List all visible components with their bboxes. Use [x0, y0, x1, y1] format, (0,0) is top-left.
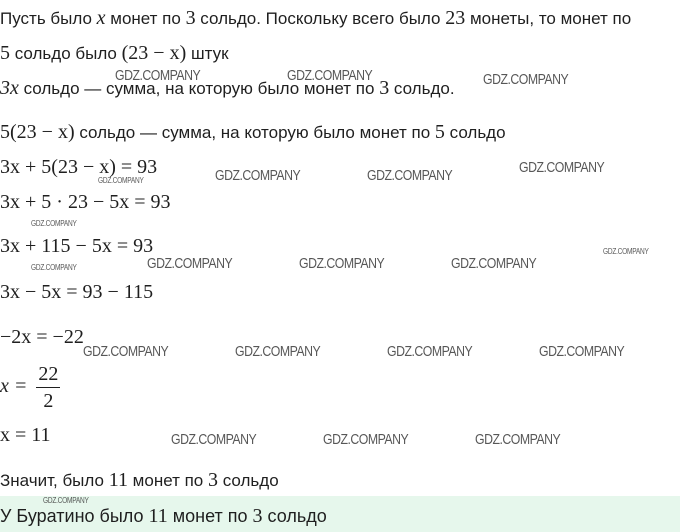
watermark: GDZ.COMPANY	[287, 67, 373, 84]
text: сольдо.	[389, 79, 455, 98]
text: монет по	[127, 471, 208, 490]
text: У Буратино было	[0, 506, 149, 526]
watermark: GDZ.COMPANY	[299, 255, 385, 272]
math-num: 11	[148, 505, 168, 527]
text: сольдо	[262, 506, 327, 526]
math-num: 5	[434, 121, 445, 143]
watermark: GDZ.COMPANY	[367, 167, 453, 184]
text: сольдо. Поскольку всего было	[195, 9, 446, 28]
equation-2: 3x + 5 · 23 − 5x = 93	[0, 191, 171, 213]
watermark-small: GDZ.COMPANY	[98, 176, 144, 185]
watermark: GDZ.COMPANY	[83, 343, 169, 360]
equation-3: 3x + 115 − 5x = 93	[0, 235, 154, 257]
math-num: 5	[0, 42, 10, 64]
watermark-small: GDZ.COMPANY	[43, 496, 89, 505]
watermark: GDZ.COMPANY	[235, 343, 321, 360]
math-var: x	[96, 7, 106, 29]
text-line-3	[0, 78, 455, 99]
watermark: GDZ.COMPANY	[475, 431, 561, 448]
conclusion-line	[0, 470, 279, 491]
watermark: GDZ.COMPANY	[519, 159, 605, 176]
watermark: GDZ.COMPANY	[451, 255, 537, 272]
watermark: GDZ.COMPANY	[147, 255, 233, 272]
watermark-small: GDZ.COMPANY	[31, 263, 77, 272]
math-lhs: x =	[0, 375, 28, 397]
math-expression: 3x	[0, 77, 19, 99]
watermark: GDZ.COMPANY	[323, 431, 409, 448]
text: монет по	[105, 9, 186, 28]
watermark-small: GDZ.COMPANY	[31, 219, 77, 228]
watermark: GDZ.COMPANY	[171, 431, 257, 448]
text-line-1	[0, 8, 631, 29]
math-num: 3	[252, 505, 263, 527]
text: сольдо было	[10, 44, 122, 63]
math-expression: (23 − x)	[121, 42, 187, 64]
watermark: GDZ.COMPANY	[483, 71, 569, 88]
watermark: GDZ.COMPANY	[387, 343, 473, 360]
text: штук	[186, 44, 229, 63]
text: сольдо	[218, 471, 279, 490]
equation-7: x = 11	[0, 424, 51, 446]
text: сольдо	[444, 123, 506, 142]
math-num: 23	[445, 7, 466, 29]
watermark: GDZ.COMPANY	[215, 167, 301, 184]
equation-1: 3x + 5(23 − x) = 93	[0, 156, 158, 178]
equation-6	[0, 362, 60, 412]
text: Пусть было	[0, 9, 97, 28]
equation-5: −2x = −22	[0, 326, 84, 348]
math-num: 3	[208, 469, 218, 491]
text: сольдо — сумма, на которую было монет по	[18, 79, 380, 98]
watermark: GDZ.COMPANY	[115, 67, 201, 84]
text: монеты, то монет по	[465, 9, 632, 28]
watermark-small: GDZ.COMPANY	[603, 247, 649, 256]
math-expression: 5(23 − x)	[0, 121, 75, 143]
text: сольдо — сумма, на которую было монет по	[74, 123, 435, 142]
fraction-numerator: 22	[36, 363, 60, 388]
answer-line	[0, 506, 327, 526]
text: Значит, было	[0, 471, 109, 490]
math-num: 3	[379, 77, 390, 99]
text-line-2	[0, 43, 229, 64]
math-num: 3	[185, 7, 196, 29]
math-num: 11	[108, 469, 128, 491]
fraction	[36, 363, 60, 412]
text-line-4	[0, 122, 506, 143]
equation-4: 3x − 5x = 93 − 115	[0, 281, 154, 303]
text: монет по	[167, 506, 253, 526]
watermark: GDZ.COMPANY	[539, 343, 625, 360]
fraction-denominator: 2	[43, 389, 54, 412]
